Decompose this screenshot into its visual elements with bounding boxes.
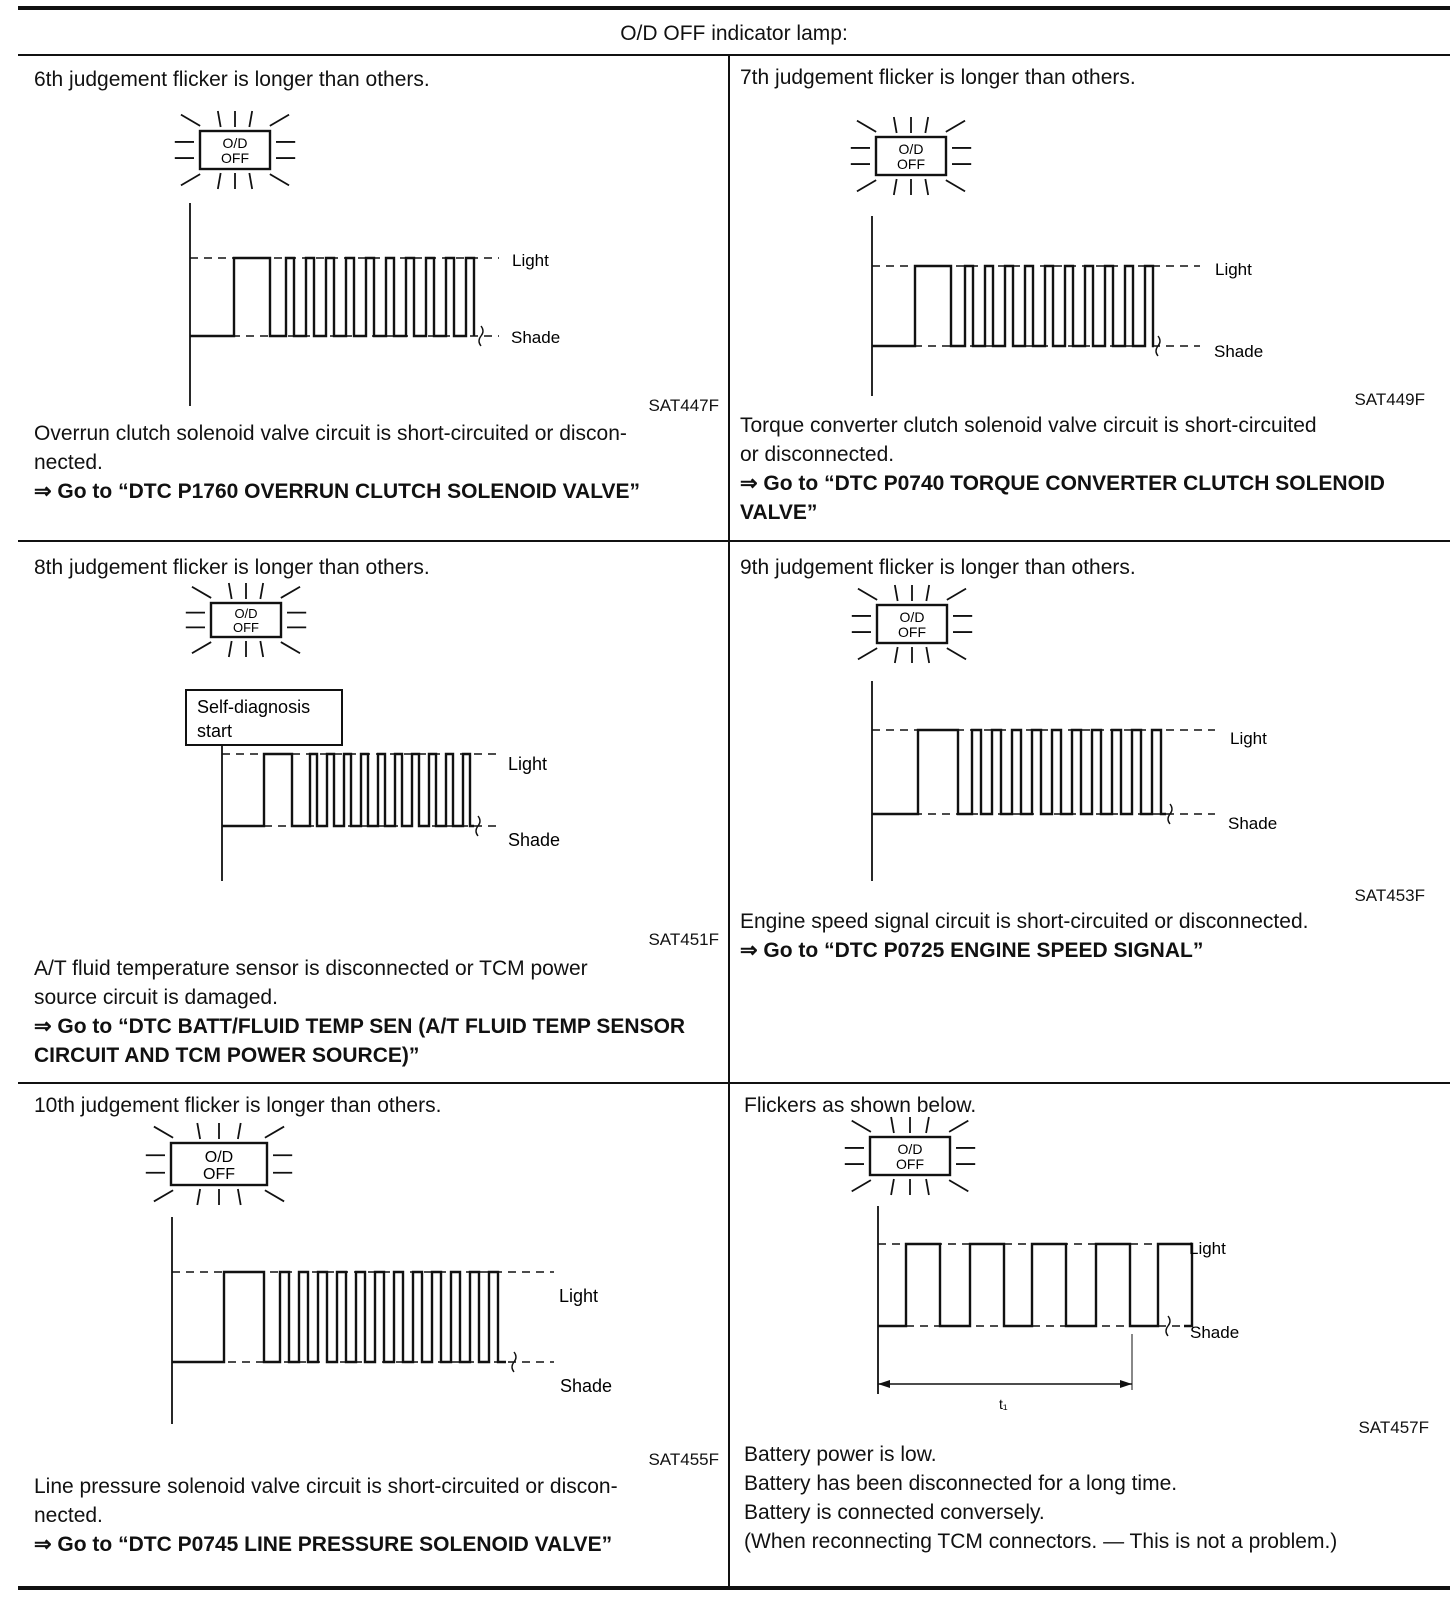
- cell-description: [744, 1440, 1434, 1556]
- lamp-ray: [949, 1121, 968, 1132]
- lamp-ray: [154, 1190, 173, 1201]
- header-divider: [18, 54, 1450, 56]
- lamp-ray: [181, 115, 200, 126]
- cell-7th-flicker: [740, 66, 1425, 534]
- light-level-label: Light: [508, 754, 548, 774]
- lamp-label-od: O/D: [222, 135, 248, 151]
- lamp-ray: [949, 1180, 968, 1191]
- cell-6th-flicker: [34, 68, 719, 536]
- light-level-label: Light: [1215, 260, 1252, 279]
- cause-text: Overrun clutch solenoid valve circuit is short-circuited or discon- nected.: [34, 422, 627, 474]
- lamp-ray: [260, 641, 263, 657]
- od-off-lamp-icon: [851, 117, 971, 195]
- flicker-waveform: [190, 203, 499, 406]
- cell-description: [34, 954, 724, 1070]
- cause-line-1: Battery power is low.: [744, 1443, 937, 1466]
- lamp-ray: [281, 642, 300, 653]
- level-brace: [479, 326, 483, 346]
- shade-level-label: Shade: [511, 328, 561, 347]
- self-diagnosis-line-1: Self-diagnosis: [197, 697, 311, 717]
- lamp-ray: [858, 648, 877, 659]
- figure-code: SAT449F: [1354, 390, 1425, 409]
- shade-level-label: Shade: [1228, 814, 1278, 833]
- lamp-ray: [192, 642, 211, 653]
- cell-title: 10th judgement flicker is longer than others.: [34, 1094, 442, 1117]
- cell-description: [740, 411, 1430, 527]
- cell-description: [34, 1472, 724, 1559]
- lamp-ray: [857, 180, 876, 191]
- row-divider-2: [18, 1082, 1450, 1084]
- lamp-label-off: OFF: [203, 1166, 235, 1183]
- flicker-waveform: [872, 216, 1200, 396]
- od-off-lamp-icon: [852, 585, 972, 663]
- cause-line-2: Battery has been disconnected for a long time.: [744, 1472, 1178, 1495]
- shade-level-label: Shade: [560, 1376, 613, 1396]
- cause-text: Line pressure solenoid valve circuit is short-circuited or discon- nected.: [34, 1475, 618, 1527]
- lamp-label-off: OFF: [896, 1156, 924, 1172]
- lamp-label-od: O/D: [897, 1141, 923, 1157]
- cause-text: Torque converter clutch solenoid valve circuit is short-circuited or disconnected.: [740, 414, 1317, 466]
- lamp-ray: [249, 173, 252, 189]
- shade-level-label: Shade: [508, 830, 561, 850]
- lamp-ray: [218, 173, 221, 189]
- lamp-label-off: OFF: [233, 620, 259, 635]
- cell-description: [740, 907, 1430, 965]
- lamp-ray: [947, 648, 966, 659]
- figure-code: SAT455F: [648, 1450, 719, 1469]
- cell-title: Flickers as shown below.: [744, 1094, 977, 1117]
- cell-title: 6th judgement flicker is longer than others.: [34, 68, 430, 91]
- lamp-ray: [895, 647, 898, 663]
- lamp-ray: [895, 585, 898, 601]
- shade-level-label: Shade: [1190, 1323, 1240, 1342]
- lamp-ray: [270, 115, 289, 126]
- flicker-diagram: [34, 1094, 719, 1454]
- lamp-ray: [891, 1117, 894, 1133]
- flicker-waveform: [872, 681, 1215, 881]
- flicker-diagram: [740, 66, 1425, 416]
- pulse-train: [872, 730, 1166, 814]
- lamp-label-off: OFF: [897, 156, 925, 172]
- cause-text: A/T fluid temperature sensor is disconnected or TCM power source circuit is damaged.: [34, 957, 588, 1009]
- cell-flickers-as-shown: [744, 1094, 1429, 1584]
- pulse-train: [872, 266, 1154, 346]
- time-arrow-left-head: [878, 1380, 890, 1388]
- lamp-ray: [192, 587, 211, 598]
- lamp-ray: [249, 111, 252, 127]
- light-level-label: Light: [559, 1286, 599, 1306]
- lamp-ray: [154, 1127, 173, 1138]
- lamp-ray: [926, 647, 929, 663]
- lamp-label-off: OFF: [898, 624, 926, 640]
- cell-title: 9th judgement flicker is longer than others.: [740, 556, 1136, 579]
- lamp-ray: [894, 117, 897, 133]
- flicker-diagram: [744, 1094, 1429, 1454]
- light-level-label: Light: [1230, 729, 1267, 748]
- lamp-ray: [281, 587, 300, 598]
- lamp-label-od: O/D: [204, 1149, 234, 1166]
- lamp-ray: [238, 1189, 241, 1205]
- od-off-lamp-icon: [175, 111, 295, 189]
- lamp-ray: [926, 1179, 929, 1195]
- lamp-ray: [858, 589, 877, 600]
- lamp-label-od: O/D: [899, 609, 925, 625]
- pulse-train: [172, 1272, 506, 1362]
- cause-line-4: (When reconnecting TCM connectors. — This is not a problem.): [744, 1530, 1338, 1553]
- flicker-diagram: [34, 68, 719, 418]
- cell-description: [34, 419, 724, 506]
- self-diagnosis-line-2: start: [197, 721, 233, 741]
- time-arrow-right-head: [1120, 1380, 1132, 1388]
- lamp-ray: [260, 583, 263, 599]
- pulse-train: [878, 1244, 1192, 1326]
- lamp-ray: [852, 1180, 871, 1191]
- flicker-diagram: [34, 556, 719, 916]
- figure-code: SAT457F: [1358, 1418, 1429, 1437]
- lamp-ray: [946, 180, 965, 191]
- lamp-ray: [857, 121, 876, 132]
- goto-link[interactable]: ⇒ Go to “DTC P0725 ENGINE SPEED SIGNAL”: [740, 939, 1204, 962]
- lamp-ray: [852, 1121, 871, 1132]
- cell-title: 7th judgement flicker is longer than others.: [740, 66, 1136, 89]
- lamp-ray: [270, 174, 289, 185]
- flicker-diagram: [740, 556, 1425, 916]
- pulse-train: [190, 258, 474, 336]
- shade-level-label: Shade: [1214, 342, 1264, 361]
- flicker-waveform: [222, 746, 496, 881]
- lamp-ray: [197, 1189, 200, 1205]
- goto-link[interactable]: ⇒ Go to “DTC P0740 TORQUE CONVERTER CLUTCH SOLENOID VALVE”: [740, 472, 1385, 524]
- light-level-label: Light: [1189, 1239, 1226, 1258]
- pulse-train: [222, 754, 474, 826]
- lamp-ray: [894, 179, 897, 195]
- flicker-waveform: [878, 1206, 1192, 1394]
- od-off-lamp-icon: [186, 583, 306, 657]
- od-off-lamp-icon: [845, 1117, 975, 1195]
- lamp-ray: [238, 1123, 241, 1139]
- goto-link[interactable]: ⇒ Go to “DTC BATT/FLUID TEMP SEN (A/T FLUID TEMP SENSOR CIRCUIT AND TCM POWER SOURCE)”: [34, 1015, 686, 1067]
- cell-9th-flicker: [740, 556, 1425, 1076]
- lamp-ray: [218, 111, 221, 127]
- column-divider: [728, 55, 730, 1586]
- lamp-label-off: OFF: [221, 150, 249, 166]
- lamp-label-od: O/D: [234, 606, 258, 621]
- lamp-ray: [229, 583, 232, 599]
- flicker-waveform: [172, 1217, 554, 1424]
- lamp-ray: [925, 179, 928, 195]
- cell-10th-flicker: [34, 1094, 719, 1584]
- lamp-ray: [265, 1190, 284, 1201]
- lamp-ray: [926, 585, 929, 601]
- lamp-ray: [265, 1127, 284, 1138]
- time-label: t₁: [999, 1396, 1008, 1412]
- lamp-ray: [947, 589, 966, 600]
- lamp-ray: [181, 174, 200, 185]
- lamp-ray: [925, 117, 928, 133]
- cause-line-3: Battery is connected conversely.: [744, 1501, 1045, 1524]
- light-level-label: Light: [512, 251, 549, 270]
- od-off-lamp-icon: [146, 1123, 292, 1205]
- lamp-ray: [197, 1123, 200, 1139]
- table-header: O/D OFF indicator lamp:: [620, 22, 848, 45]
- lamp-ray: [926, 1117, 929, 1133]
- lamp-label-od: O/D: [898, 141, 924, 157]
- lamp-ray: [946, 121, 965, 132]
- figure-code: SAT453F: [1354, 886, 1425, 905]
- lamp-ray: [229, 641, 232, 657]
- lamp-ray: [891, 1179, 894, 1195]
- top-rule: [18, 6, 1450, 10]
- figure-code: SAT451F: [648, 930, 719, 949]
- row-divider-1: [18, 540, 1450, 542]
- bottom-rule: [18, 1586, 1450, 1590]
- cell-title: 8th judgement flicker is longer than others.: [34, 556, 430, 579]
- cell-8th-flicker: [34, 556, 719, 1076]
- level-brace: [1166, 1316, 1170, 1336]
- figure-code: SAT447F: [648, 396, 719, 415]
- goto-link[interactable]: ⇒ Go to “DTC P0745 LINE PRESSURE SOLENOID VALVE”: [34, 1533, 613, 1556]
- goto-link[interactable]: ⇒ Go to “DTC P1760 OVERRUN CLUTCH SOLENOID VALVE”: [34, 480, 641, 503]
- cause-text: Engine speed signal circuit is short-circuited or disconnected.: [740, 910, 1309, 933]
